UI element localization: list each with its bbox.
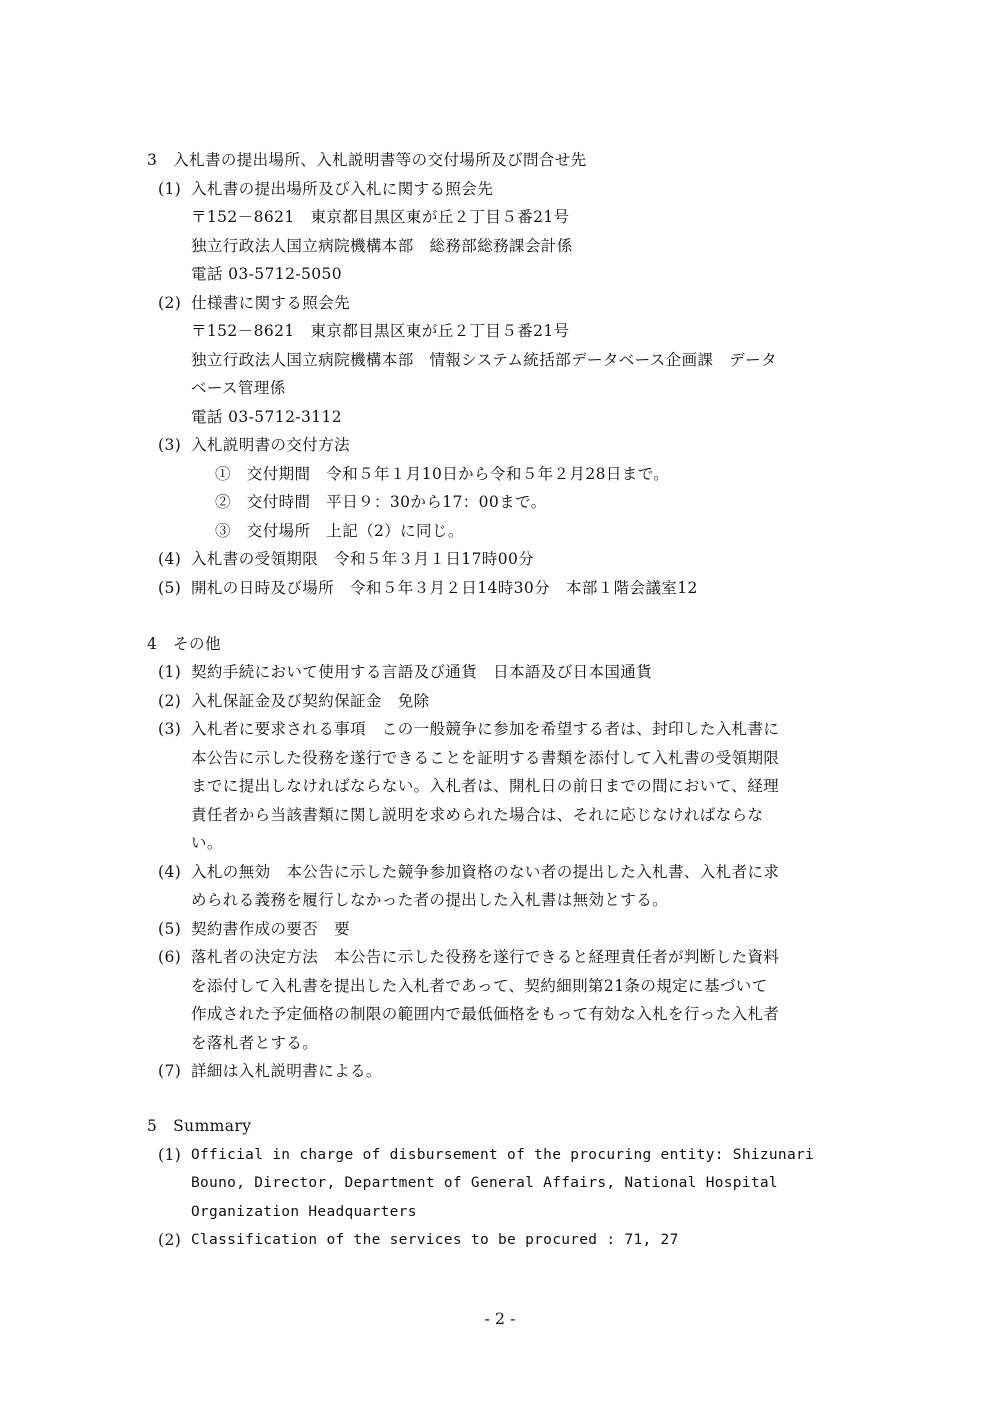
page-number: - 2 - bbox=[484, 1309, 516, 1328]
item-text: Organization Headquarters bbox=[191, 1204, 417, 1220]
item-text: を添付して入札書を提出した入札者であって、契約細則第21条の規定に基づいて bbox=[191, 977, 768, 995]
item-text: までに提出しなければならない。入札者は、開札日の前日までの間において、経理 bbox=[191, 777, 779, 795]
item-text: Official in charge of disbursement of the procuring entity: Shizunari bbox=[191, 1147, 815, 1163]
item-label: (3) bbox=[158, 436, 182, 454]
item-text: い。 bbox=[191, 834, 223, 852]
item-text: 詳細は入札説明書による。 bbox=[191, 1062, 382, 1080]
item-label: (6) bbox=[158, 948, 182, 966]
item-text: Bouno, Director, Department of General Affairs, National Hospital bbox=[191, 1175, 778, 1191]
item-text: を落札者とする。 bbox=[191, 1034, 319, 1052]
organization-line: ベース管理係 bbox=[191, 379, 286, 397]
item-text: Classification of the services to be procured : 71, 27 bbox=[191, 1232, 679, 1248]
address-line: 〒152－8621 東京都目黒区東が丘２丁目５番21号 bbox=[191, 208, 570, 226]
item-label: (1) bbox=[158, 180, 182, 198]
item-text: 入札の無効 本公告に示した競争参加資格のない者の提出した入札書、入札者に求 bbox=[191, 863, 780, 881]
item-title: 入札説明書の交付方法 bbox=[191, 436, 351, 454]
item-text: 開札の日時及び場所 令和５年３月２日14時30分 本部１階会議室12 bbox=[191, 579, 698, 597]
phone-line: 電話 03-5712-3112 bbox=[191, 408, 343, 426]
item-label: (4) bbox=[158, 550, 182, 568]
organization-line: 独立行政法人国立病院機構本部 情報システム統括部データベース企画課 データ bbox=[191, 351, 777, 369]
item-text: 本公告に示した役務を遂行できることを証明する書類を添付して入札書の受領期限 bbox=[191, 749, 780, 767]
phone-line: 電話 03-5712-5050 bbox=[191, 265, 343, 283]
organization-line: 独立行政法人国立病院機構本部 総務部総務課会計係 bbox=[191, 237, 573, 255]
item-title: 仕様書に関する照会先 bbox=[191, 294, 351, 312]
sub-item: ③ 交付場所 上記（2）に同じ。 bbox=[215, 522, 464, 540]
item-label: (1) bbox=[158, 663, 182, 681]
item-label: (7) bbox=[158, 1062, 182, 1080]
item-text: められる義務を履行しなかった者の提出した入札書は無効とする。 bbox=[191, 891, 669, 909]
address-line: 〒152－8621 東京都目黒区東が丘２丁目５番21号 bbox=[191, 322, 570, 340]
item-label: (2) bbox=[158, 1231, 182, 1249]
item-title: 入札書の提出場所及び入札に関する照会先 bbox=[191, 180, 494, 198]
sub-item: ② 交付時間 平日９：30から17：00まで。 bbox=[215, 493, 547, 511]
item-label: (1) bbox=[158, 1146, 182, 1164]
item-text: 責任者から当該書類に関し説明を求められた場合は、それに応じなければならな bbox=[191, 806, 764, 824]
item-label: (4) bbox=[158, 863, 182, 881]
item-text: 契約書作成の要否 要 bbox=[191, 920, 351, 938]
section-5-heading: 5 Summary bbox=[147, 1117, 252, 1135]
item-label: (2) bbox=[158, 692, 182, 710]
item-label: (2) bbox=[158, 294, 182, 312]
item-text: 作成された予定価格の制限の範囲内で最低価格をもって有効な入札を行った入札者 bbox=[191, 1005, 780, 1023]
section-3-heading: 3 入札書の提出場所、入札説明書等の交付場所及び問合せ先 bbox=[147, 151, 587, 169]
item-label: (5) bbox=[158, 920, 182, 938]
item-text: 入札保証金及び契約保証金 免除 bbox=[191, 692, 430, 710]
item-label: (3) bbox=[158, 720, 182, 738]
sub-item: ① 交付期間 令和５年１月10日から令和５年２月28日まで。 bbox=[215, 465, 670, 483]
section-4-heading: 4 その他 bbox=[147, 635, 221, 653]
item-label: (5) bbox=[158, 579, 182, 597]
item-text: 入札書の受領期限 令和５年３月１日17時00分 bbox=[191, 550, 535, 568]
item-text: 入札者に要求される事項 この一般競争に参加を希望する者は、封印した入札書に bbox=[191, 720, 780, 738]
item-text: 落札者の決定方法 本公告に示した役務を遂行できると経理責任者が判断した資料 bbox=[191, 948, 780, 966]
item-text: 契約手続において使用する言語及び通貨 日本語及び日本国通貨 bbox=[191, 663, 653, 681]
